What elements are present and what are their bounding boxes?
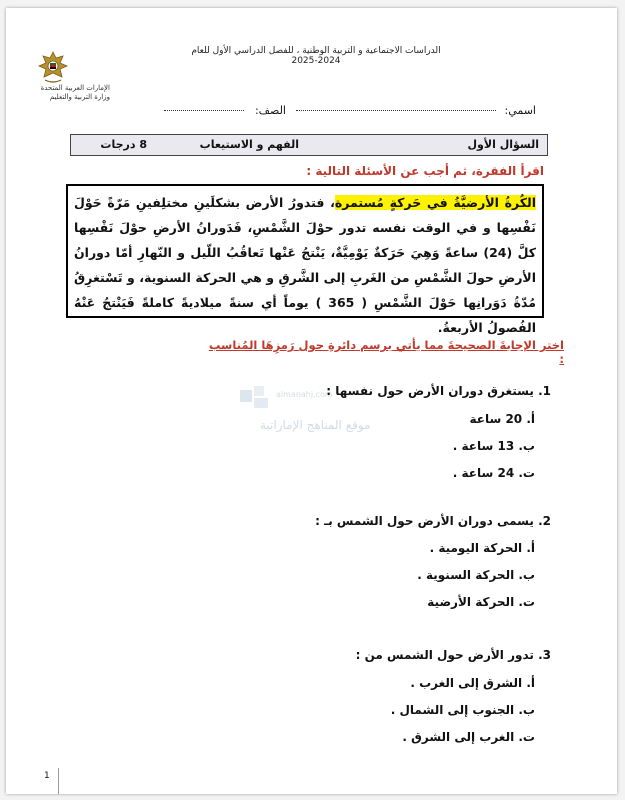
question-2: 2. يسمى دوران الأرض حول الشمس بـ : [315,514,551,528]
uae-emblem-icon [36,50,70,86]
question-2-option-b[interactable]: ب. الحركة السنوية . [417,568,535,582]
reading-passage [66,184,544,335]
question-2-option-a[interactable]: أ. الحركة اليومية . [429,541,535,555]
choose-instruction: اختر الإجابةَ الصحيحةَ مما يأتي برسم دائرةِ حول رَمزِهَا المُناسب : [208,338,564,366]
ministry-label: الإمارات العربية المتحدة وزارة التربية والتعليم [40,84,110,101]
question-3-option-c[interactable]: ت. الغرب إلى الشرق . [402,730,535,744]
watermark-logo-icon [236,384,276,414]
question-3: 3. تدور الأرض حول الشمس من : [355,648,551,662]
class-field[interactable] [164,110,244,111]
reading-instruction: اقرأ الفقرة، ثم أجب عن الأسئلة التالية : [306,164,544,178]
question-3-option-a[interactable]: أ. الشرق إلى الغرب . [410,676,535,690]
section-header [70,134,548,156]
page-number: 1 [44,771,50,781]
question-3-option-b[interactable]: ب. الجنوب إلى الشمال . [390,703,535,717]
question-label: السؤال الأول [467,138,539,151]
skill-label: الفهم و الاستيعاب [199,138,299,151]
question-1: 1. يستغرق دوران الأرض حول نفسها : [326,384,551,398]
passage-text: ، فتدورُ الأرض بشكلَينِ مختلِفينِ مَرّةً حَوْلَ نَفْسِها و في الوقت نفسه تدور حوْلَ الشَّمْسِ، فَدَورانُ الأرضِ حوْلَ نَفْسِها كلَّ (24) ساعةً وَهِيَ حَرَكةٌ يَوْمِيَّةٌ، يَنْتجُ عَنْها تَعاقُبُ اللّيل و النّهارِ أمّا دورانُ الأرضِ حولَ الشَّمْسِ من الغَربِ إلى الشَّرقِ و هي الحركة السنوية، و تَسْتغرِقُ مُدّةُ دَوَرانِها حَوْلَ الشَّمْسِ ( 365 ) يوماً أي سنةً ميلاديةً كاملةً فَيَنْتجُ عَنْهُ الفُصولُ الأربعةُ. [74,195,536,335]
question-1-option-c[interactable]: ت. 24 ساعة . [452,466,535,480]
question-1-option-b[interactable]: ب. 13 ساعة . [452,439,535,453]
worksheet-header-title: الدراسات الاجتماعية و التربية الوطنية ، للفصل الدراسي الأول للعام 2024-2025 [191,46,441,66]
watermark-text: موقع المناهج الإماراتية [260,418,371,432]
score-label: 8 درجات [100,138,147,151]
question-2-option-c[interactable]: ت. الحركة الأرضية [427,595,535,609]
question-1-option-a[interactable]: أ. 20 ساعة [469,412,535,426]
watermark-url: almanahj.com [276,390,333,399]
name-field[interactable] [296,110,496,111]
name-label: اسمي: [504,104,536,117]
class-label: الصف: [254,104,286,117]
margin-divider [58,768,59,794]
passage-highlight: الكُرةُ الأرضيَّةُ في حَركةٍ مُستمرة [334,195,536,210]
worksheet-page [6,8,617,794]
